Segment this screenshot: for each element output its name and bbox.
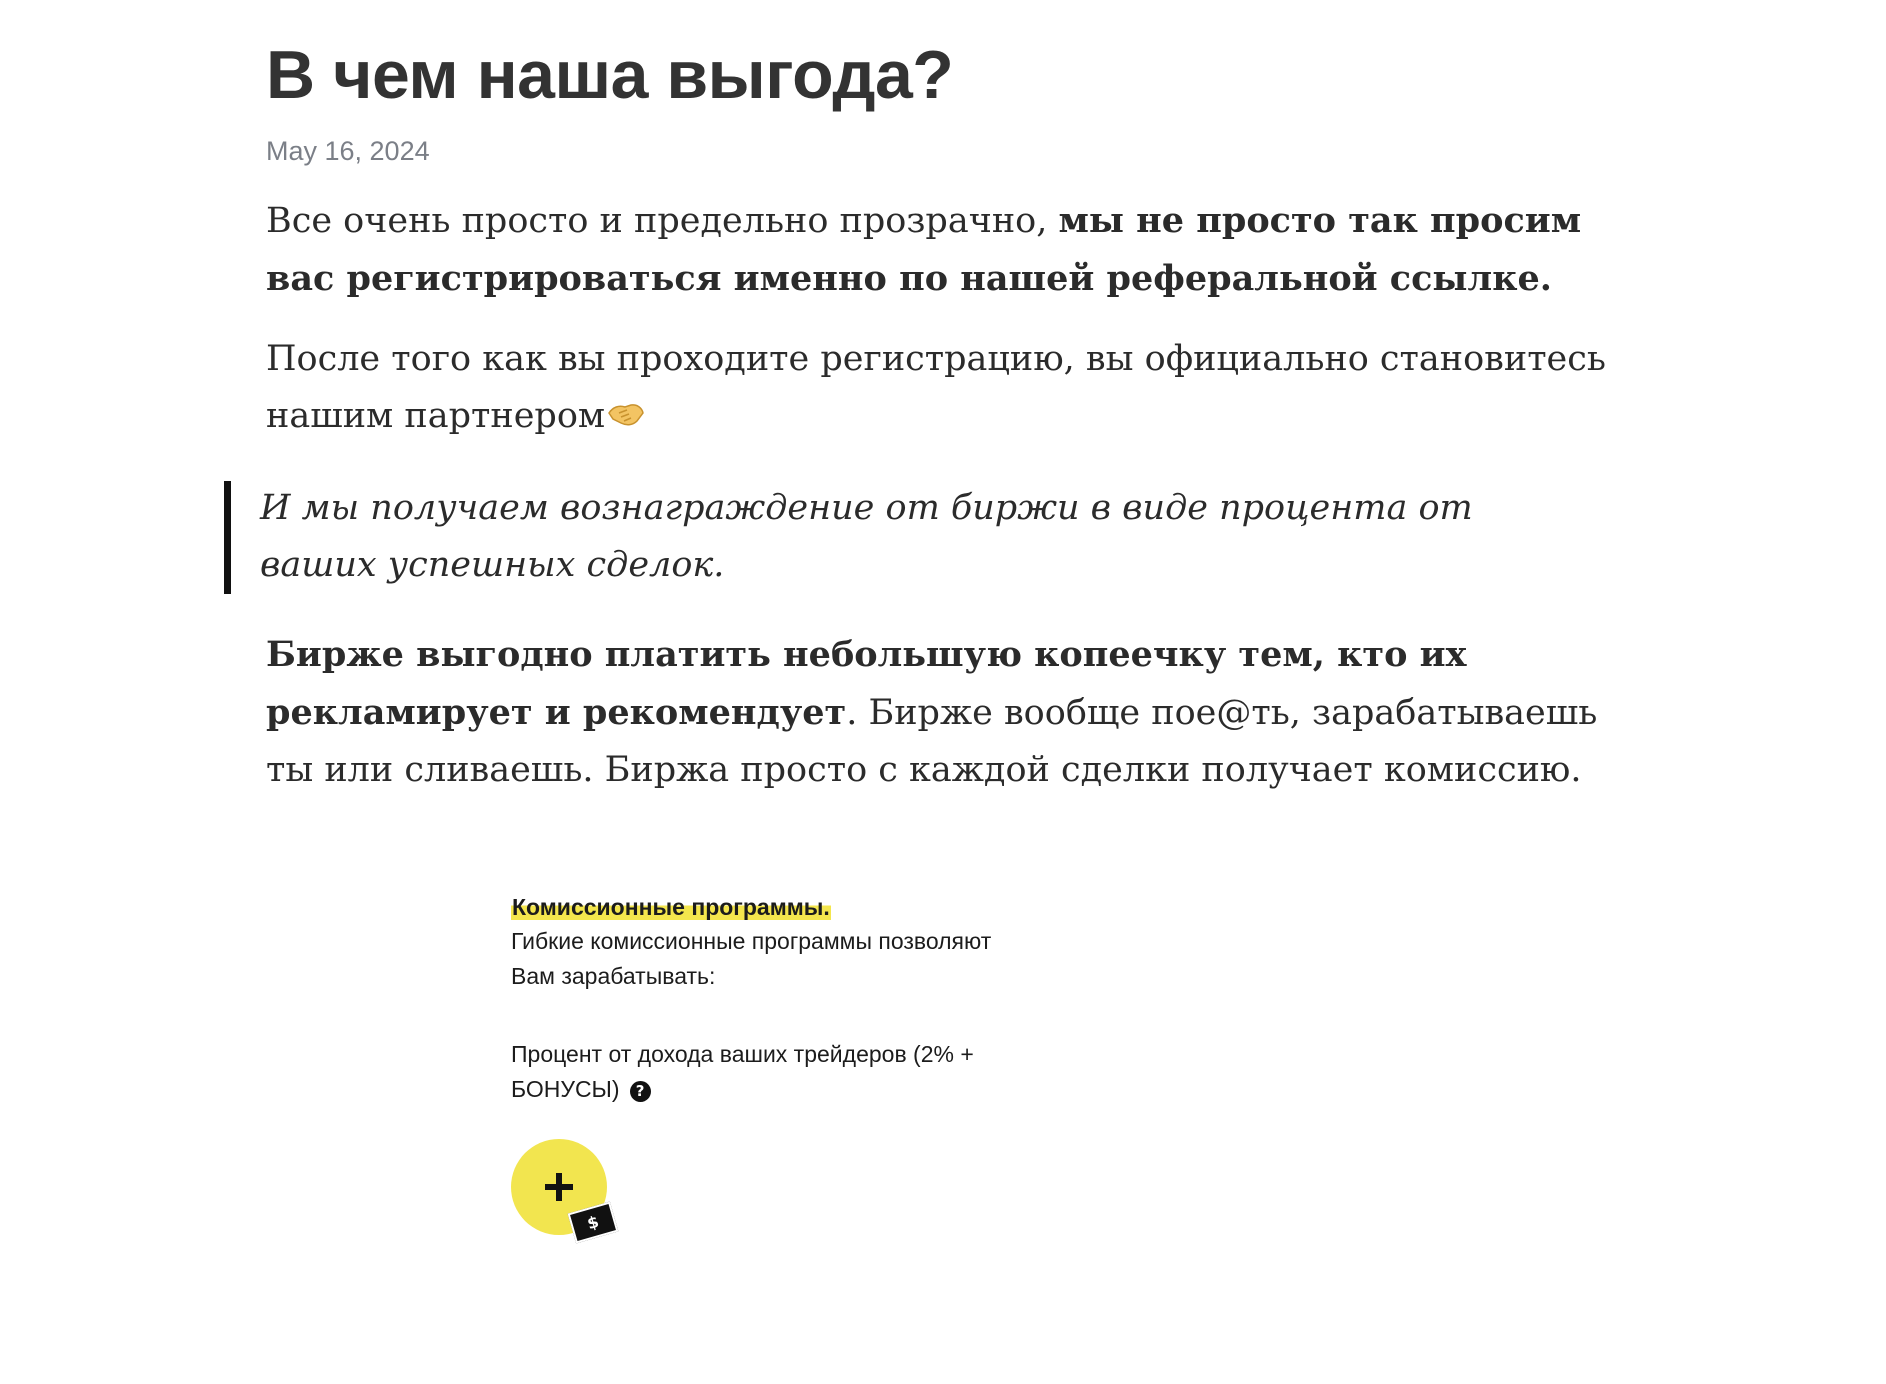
card-title <box>511 892 831 922</box>
blockquote-bar <box>224 481 231 594</box>
dollar-bill-icon: $ <box>568 1202 619 1244</box>
card-title-highlight: Комиссионные программы. <box>512 894 830 920</box>
card-description: Гибкие комиссионные программы позволяют Вам зарабатывать: <box>511 928 992 989</box>
article-title: В чем наша выгода? <box>266 37 954 113</box>
exchange-paragraph <box>266 626 1646 799</box>
intro-paragraph <box>266 192 1646 308</box>
commission-image <box>511 884 1071 1284</box>
partner-paragraph <box>266 331 1646 445</box>
partner-text: После того как вы проходите регистрацию, вы официально становитесь нашим партнером <box>266 339 1606 436</box>
exchange-bold-text: Бирже выгодно платить небольшую копеечку тем, кто их рекламирует и рекомендует <box>266 634 1467 733</box>
exchange-text: . Бирже вообще пое@ть, зарабатываешь ты или сливаешь. Биржа просто с каждой сделки получает комиссию. <box>266 693 1598 790</box>
card-percent-text: Процент от дохода ваших трейдеров (2% + БОНУСЫ) <box>511 1041 974 1102</box>
intro-bold-text: мы не просто так просим вас регистрироваться именно по нашей реферальной ссылке <box>266 200 1582 299</box>
intro-end: . <box>1539 258 1552 299</box>
plus-glyph <box>545 1173 573 1201</box>
handshake-icon <box>607 399 645 429</box>
blockquote: И мы получаем вознаграждение от биржи в виде процента от ваших успешных сделок. <box>260 488 1473 585</box>
intro-text: Все очень просто и предельно прозрачно, <box>266 201 1059 241</box>
help-icon[interactable]: ? <box>630 1081 651 1102</box>
publish-date: May 16, 2024 <box>266 136 430 166</box>
card-percent <box>511 1037 1031 1107</box>
